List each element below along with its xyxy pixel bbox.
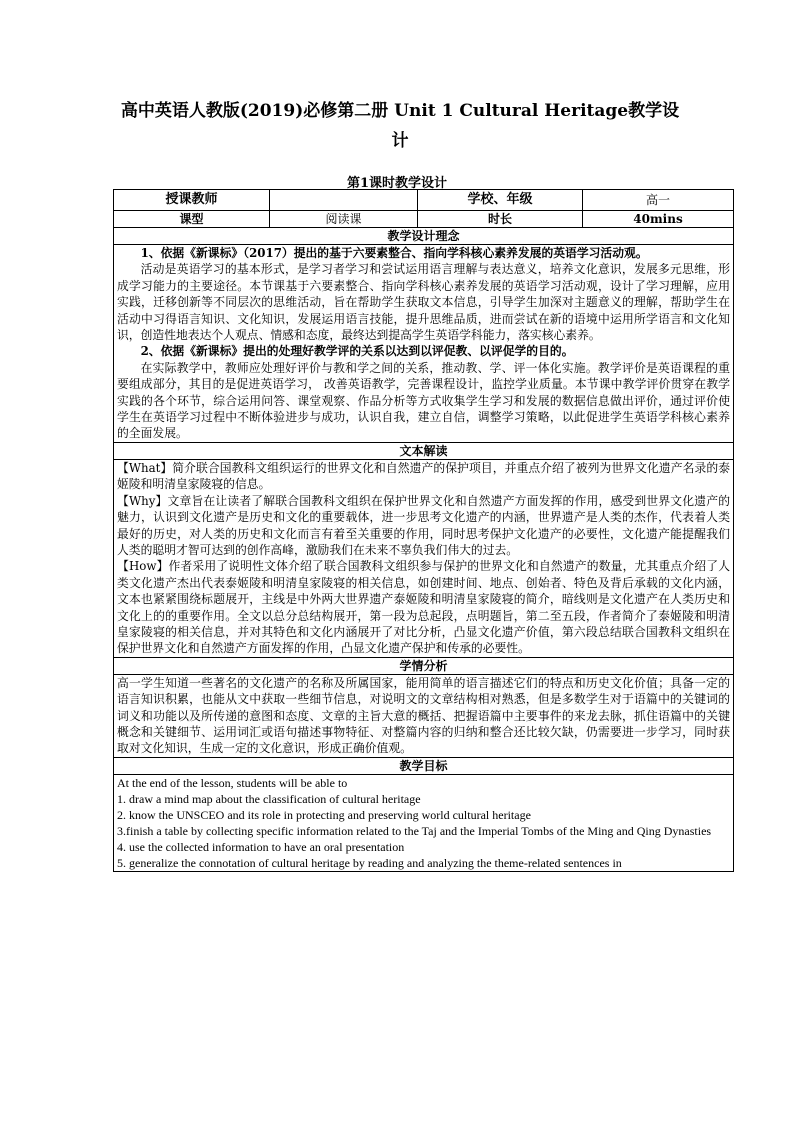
concept-heading: 教学设计理念 <box>114 228 734 245</box>
objective-item: 2. know the UNSCEO and its role in protecting and preserving world cultural heritage <box>117 807 531 822</box>
teacher-label: 授课教师 <box>114 190 270 211</box>
document-title: 高中英语人教版(2019)必修第二册 Unit 1 Cultural Heritage教学设计 <box>120 101 680 151</box>
concept-point-2: 2、依据《新课标》提出的处理好教学评的关系以达到以评促教、以评促学的目的。 <box>140 344 574 359</box>
objective-item: 3.finish a table by collecting specific information related to the Taj and the Imperial Tombs of the Ming and Qing Dynasties <box>117 823 712 838</box>
objectives-body <box>114 774 734 871</box>
duration-value: 40mins <box>583 211 734 228</box>
objective-item: 5. generalize the connotation of cultural heritage by reading and analyzing the theme-related sentences in <box>117 855 622 870</box>
analysis-text: 高一学生知道一些著名的文化遗产的名称及所属国家，能用简单的语言描述它们的特点和历史文化价值；具备一定的语言知识积累，也能从文中获取一些细节信息，对说明文的文章结构相对熟悉，但是多数学生对于语篇中的关键词的词义和功能以及所传递的意图和态度、文章的主旨大意的概括、把握语篇中主要事件的来龙去脉，抓住语篇中的关键概念和关键细节、运用词汇或语句描述事物特征、对整篇内容的归纳和整合还比较欠缺，仍需要进一步学习，同时获取对文化知识，生成一定的文化意识，形成正确价值观。 <box>117 675 730 756</box>
type-value: 阅读课 <box>270 211 418 228</box>
concept-body <box>114 245 734 443</box>
text-body <box>114 459 734 657</box>
text-why: 【Why】文章旨在让读者了解联合国教科文组织在保护世界文化和自然遗产方面发挥的作用，感受到世界文化遗产的魅力，认识到文化遗产是历史和文化的重要载体，进一步思考文化遗产的内涵，世界遗产是人类的杰作，代表着人类最好的历史，对人类的历史和文化而言有着至关重要的作用，同时思考保护文化遗产的必要性，文化遗产能提醒我们人类的聪明才智可达到的创作高峰，激励我们在未来不辜负我们伟大的过去。 <box>117 493 730 557</box>
analysis-body <box>114 674 734 757</box>
info-row-1 <box>114 190 734 211</box>
school-label: 学校、年级 <box>418 190 583 211</box>
lesson-plan-table <box>113 189 734 872</box>
concept-para-1: 活动是英语学习的基本形式，是学习者学习和尝试运用语言理解与表达意义，培养文化意识，发展多元思维，形成学习能力的主要途径。本节课基于六要素整合、指向学科核心素养发展的英语学习活动观，设计了学习理解，应用实践，迁移创新等不同层次的思维活动，旨在帮助学生获取文本信息，引导学生加深对主题意义的理解，帮助学生在活动中习得语言知识、文化知识，发展运用语言技能，提升思维品质，进而尝试在新的语境中运用所学语言和文化知识，创造性地表达个人观点、情感和态度，最终达到提高学生英语学科能力，落实核心素养。 <box>117 262 730 343</box>
lesson-subtitle: 第1课时教学设计 <box>346 176 448 191</box>
text-how: 【How】作者采用了说明性文体介绍了联合国教科文组织参与保护的世界文化和自然遗产的数量，尤其重点介绍了人类文化遗产杰出代表泰姬陵和明清皇家陵寝的相关信息，如创建时间、地点、创始者、特色及背后承载的文化内涵，文本也紧紧围绕标题展开，主线是中外两大世界遗产泰姬陵和明清皇家陵寝的简介，暗线则是文化遗产在人类历史和文化上的的重要作用。全文以总分总结构展开，第一段为总起段，点明题旨，第二至五段，作者简介了泰姬陵和明清皇家陵寝的相关信息，并对其特色和文化内涵展开了对比分析，凸显文化遗产价值，第六段总结联合国教科文组织在保护世界文化和自然遗产方面发挥的作用，凸显文化遗产保护和传承的必要性。 <box>117 559 730 656</box>
duration-label: 时长 <box>418 211 583 228</box>
objectives-heading: 教学目标 <box>114 757 734 774</box>
analysis-heading: 学情分析 <box>114 657 734 674</box>
objective-item: 1. draw a mind map about the classification of cultural heritage <box>117 791 421 806</box>
info-row-2 <box>114 211 734 228</box>
objective-item: 4. use the collected information to have an oral presentation <box>117 839 405 854</box>
concept-para-2: 在实际教学中，教师应处理好评价与教和学之间的关系，推动教、学、评一体化实施。教学评价是英语课程的重要组成部分，其目的是促进英语学习， 改善英语教学，完善课程设计，监控学业质量。本节课中教学评价贯穿在教学实践的各个环节，综合运用问答、课堂观察、作品分析等方式收集学生学习和发展的数据信息做出评价，通过评价使学生在英语学习过程中不断体验进步与成功，认识自我，建立自信，调整学习策略，以此促进学生英语学科核心素养的全面发展。 <box>117 360 730 441</box>
type-label: 课型 <box>114 211 270 228</box>
objectives-intro: At the end of the lesson, students will be able to <box>117 775 348 790</box>
school-value: 高一 <box>583 190 734 211</box>
concept-point-1: 1、依据《新课标》（2017）提出的基于六要素整合、指向学科核心素养发展的英语学习活动观。 <box>140 246 648 260</box>
text-what: 【What】简介联合国教科文组织运行的世界文化和自然遗产的保护项目，并重点介绍了被列为世界文化遗产名录的泰姬陵和明清皇家陵寝的信息。 <box>117 460 730 492</box>
text-heading: 文本解读 <box>114 442 734 459</box>
teacher-value <box>270 190 418 211</box>
